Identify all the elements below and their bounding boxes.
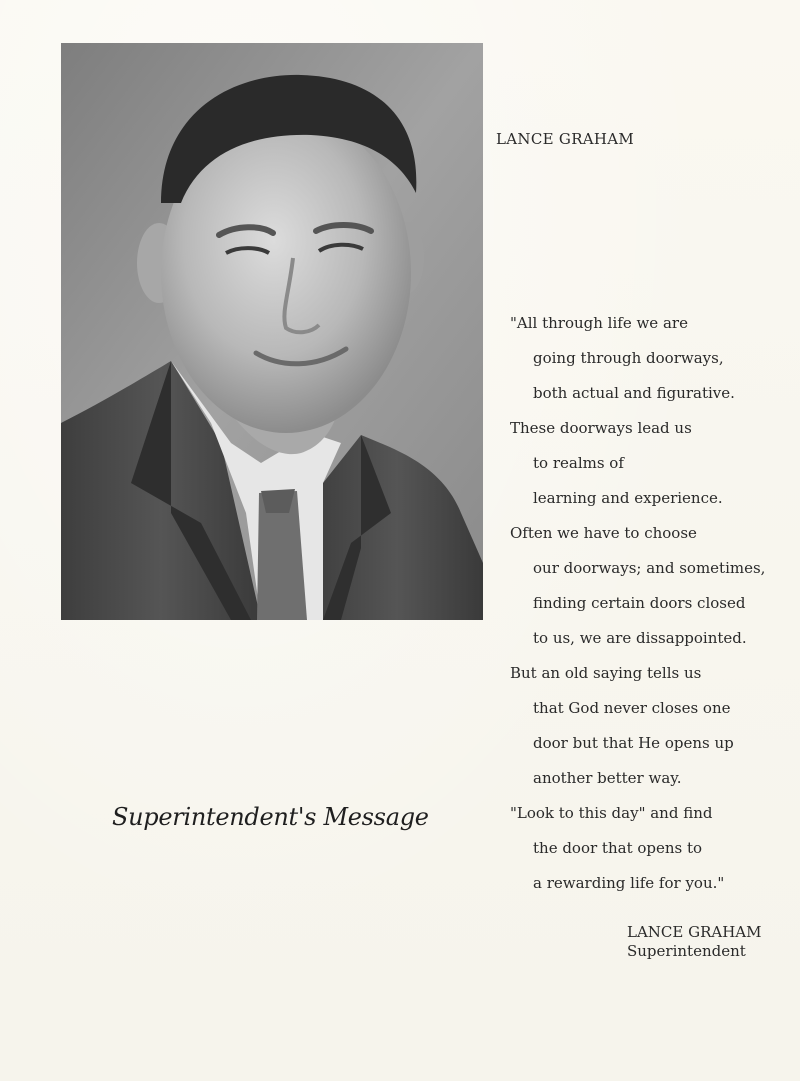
poem-line: "All through life we are bbox=[510, 314, 688, 332]
poem-line: "Look to this day" and find bbox=[510, 804, 713, 822]
poem-line: Often we have to choose bbox=[510, 524, 697, 542]
poem-line: door but that He opens up bbox=[533, 734, 734, 752]
poem-line: the door that opens to bbox=[533, 839, 703, 857]
poem-line: that God never closes one bbox=[533, 699, 731, 717]
poem-line: But an old saying tells us bbox=[510, 664, 702, 682]
signature-name: LANCE GRAHAM bbox=[627, 923, 762, 941]
portrait-caption-name: LANCE GRAHAM bbox=[496, 130, 635, 148]
poem-line: These doorways lead us bbox=[510, 419, 692, 437]
poem-line: to realms of bbox=[533, 454, 624, 472]
signature-role: Superintendent bbox=[627, 942, 746, 960]
poem-line: to us, we are dissappointed. bbox=[533, 629, 747, 647]
poem-line: learning and experience. bbox=[533, 489, 723, 507]
portrait-photo bbox=[61, 43, 483, 620]
poem-line: finding certain doors closed bbox=[533, 594, 746, 612]
poem-line: our doorways; and sometimes, bbox=[533, 559, 766, 577]
signature-block bbox=[627, 923, 762, 961]
poem-line: both actual and figurative. bbox=[533, 384, 735, 402]
message-poem bbox=[510, 314, 795, 909]
poem-line: going through doorways, bbox=[533, 349, 724, 367]
page-title: Superintendent's Message bbox=[112, 803, 429, 831]
poem-line: another better way. bbox=[533, 769, 682, 787]
poem-line: a rewarding life for you." bbox=[533, 874, 725, 892]
